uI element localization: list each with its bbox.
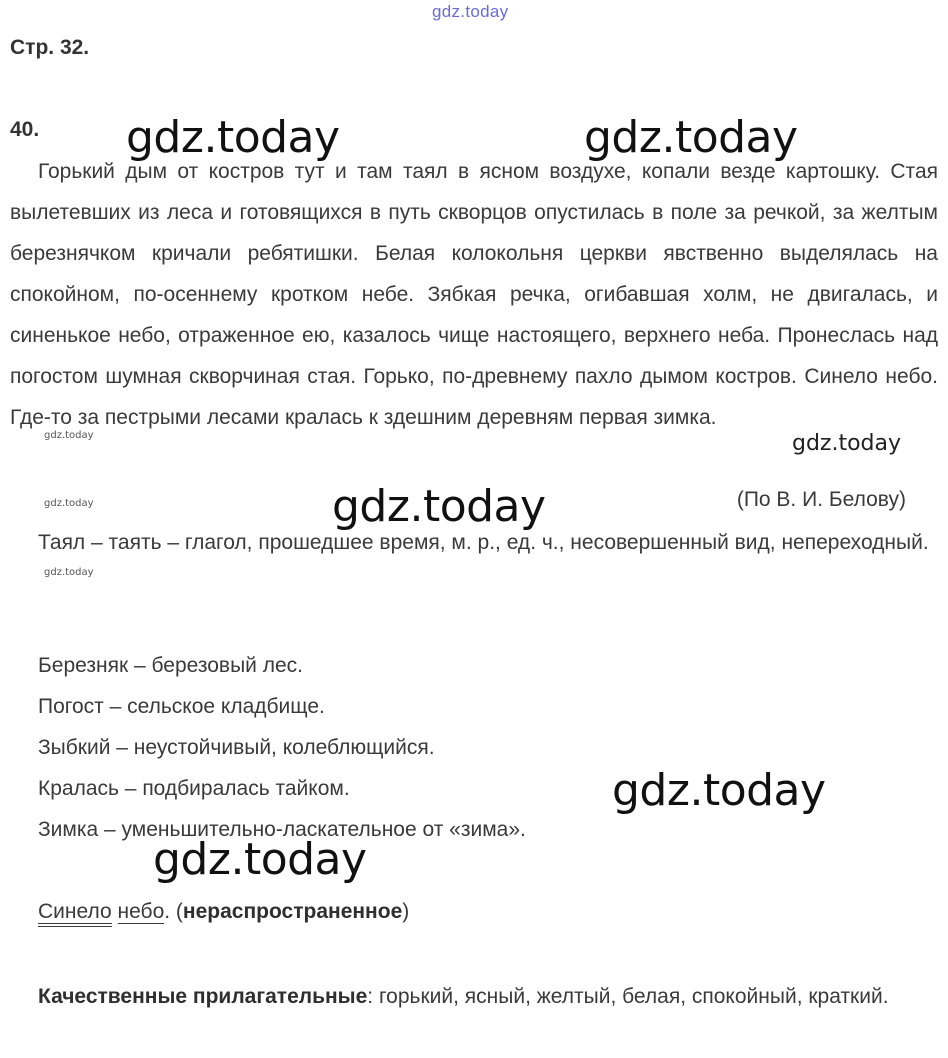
predicate: Синело bbox=[38, 900, 112, 927]
subject: небо bbox=[117, 900, 165, 923]
watermark-medium: gdz.today bbox=[792, 431, 902, 456]
sentence-period: . bbox=[164, 900, 171, 923]
watermark-small: gdz.today bbox=[44, 498, 94, 509]
vocab-item: Березняк – березовый лес. bbox=[38, 654, 304, 677]
watermark: gdz.today bbox=[153, 834, 367, 885]
adjectives-list: : горький, ясный, желтый, белая, спокойный, краткий. bbox=[367, 985, 889, 1008]
text-source: (По В. И. Белову) bbox=[736, 488, 906, 511]
vocab-item: Кралась – подбиралась тайком. bbox=[38, 777, 350, 800]
word-analysis: Таял – таять – глагол, прошедшее время, м. р., ед. ч., несовершенный вид, непереходный. bbox=[38, 531, 929, 554]
watermark: gdz.today bbox=[612, 765, 826, 816]
task-number: 40. bbox=[10, 118, 40, 141]
type-close: ) bbox=[402, 900, 410, 923]
watermark: gdz.today bbox=[332, 481, 546, 532]
vocab-item: Зыбкий – неустойчивый, колеблющийся. bbox=[38, 736, 435, 759]
watermark-small: gdz.today bbox=[44, 430, 94, 441]
page-label: Стр. 32. bbox=[10, 36, 90, 59]
vocab-item: Зимка – уменьшительно-ласкательное от «зима». bbox=[38, 818, 526, 841]
vocab-item: Погост – сельское кладбище. bbox=[38, 695, 325, 718]
sentence-parse bbox=[38, 900, 409, 924]
adjectives-label: Качественные прилагательные bbox=[38, 985, 368, 1008]
main-text: Горький дым от костров тут и там таял в ясном воздухе, копали везде картошку. Стая вылетевших из леса и готовящихся в путь скворцов опустилась в поле за речкой, за желтым березнячком кричали ребятишки. Белая колокольня церкви явственно выделялась на спокойном, по-осеннему кротком небе. Зябкая речка, огибавшая холм, не двигалась, и синенькое небо, отраженное ею, казалось чище настоящего, верхнего неба. Пронеслась над погостом шумная скворчиная стая. Горько, по-древнему пахло дымом костров. Синело небо. Где-то за пестрыми лесами кралась к здешним деревням первая зимка. bbox=[10, 160, 938, 429]
watermark-top: gdz.today bbox=[432, 2, 509, 21]
watermark: gdz.today bbox=[584, 112, 798, 163]
adjectives bbox=[10, 976, 938, 1017]
type-open: ( bbox=[170, 900, 183, 923]
watermark: gdz.today bbox=[126, 112, 340, 163]
watermark-small: gdz.today bbox=[44, 567, 94, 578]
sentence-type: нераспространенное bbox=[182, 900, 403, 923]
